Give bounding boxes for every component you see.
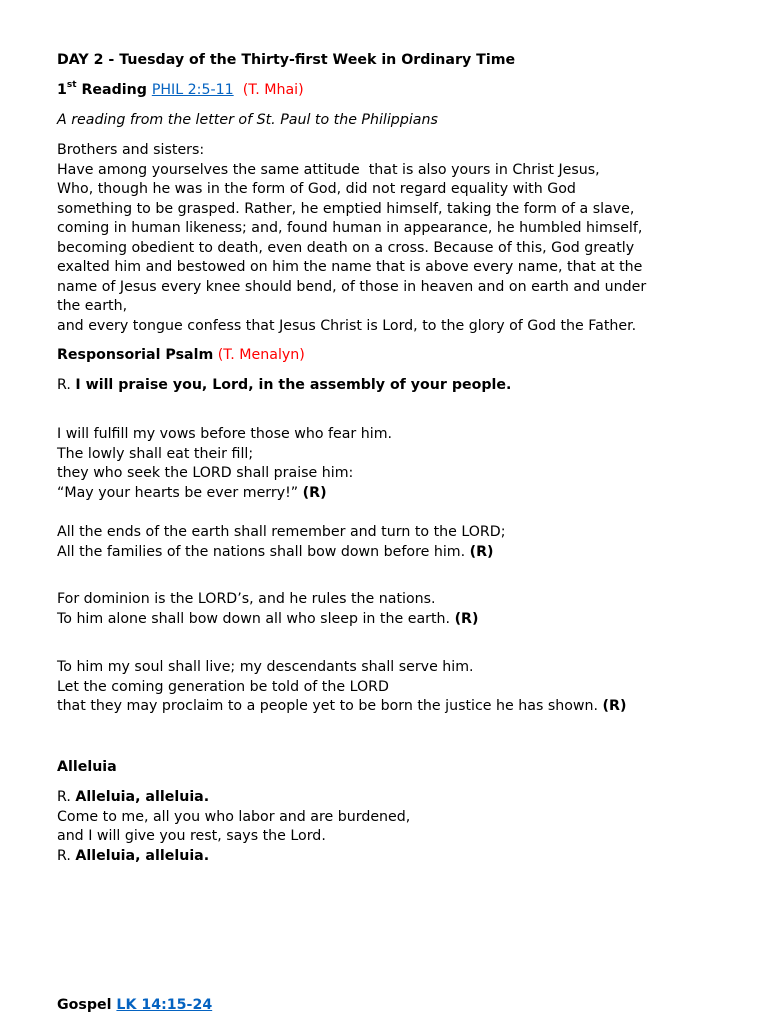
psalm-stanza-line: The lowly shall eat their fill; — [57, 445, 254, 462]
first-reading-line: Brothers and sisters: — [57, 142, 205, 158]
alleluia-response-prefix: R. — [57, 847, 76, 864]
day-heading: DAY 2 - Tuesday of the Thirty-first Week in Ordinary Time — [57, 52, 516, 68]
refrain-marker: (R) — [602, 698, 627, 714]
first-reading-line: Who, though he was in the form of God, did not regard equality with God — [57, 181, 576, 197]
psalm-reader: (T. Menalyn) — [217, 347, 305, 363]
psalm-stanza-line: All the ends of the earth shall remember and turn to the LORD; — [57, 524, 506, 540]
first-reading-intro: A reading from the letter of St. Paul to the Philippians — [57, 112, 438, 128]
first-reading-line: and every tongue confess that Jesus Christ is Lord, to the glory of God the Father. — [57, 317, 637, 334]
psalm-response — [57, 376, 511, 396]
psalm-stanza-line: To him my soul shall live; my descendants shall serve him. — [57, 659, 474, 675]
psalm-stanza-line — [57, 697, 626, 717]
alleluia-response — [57, 788, 209, 808]
alleluia-response-prefix: R. — [57, 789, 76, 805]
first-reading-line: name of Jesus every knee should bend, of those in heaven and on earth and under — [57, 278, 647, 295]
psalm-stanza-line: Let the coming generation be told of the LORD — [57, 678, 389, 695]
first-reading-ordinal: 1 — [57, 82, 67, 98]
psalm-stanza-line: they who seek the LORD shall praise him: — [57, 465, 354, 481]
refrain-marker: (R) — [302, 484, 327, 501]
psalm-stanza-line: For dominion is the LORD’s, and he rules the nations. — [57, 591, 436, 607]
psalm-response-prefix: R. — [57, 377, 76, 393]
refrain-marker: (R) — [454, 610, 479, 627]
psalm-label: Responsorial Psalm — [57, 347, 214, 363]
first-reading-label: Reading — [76, 82, 152, 98]
alleluia-response — [57, 847, 209, 867]
first-reading-reader: (T. Mhai) — [242, 82, 304, 98]
psalm-stanza-line — [57, 610, 478, 630]
psalm-stanza-text: To him alone shall bow down all who sleep in the earth. — [57, 610, 455, 627]
psalm-stanza-text: that they may proclaim to a people yet to be born the justice he has shown. — [57, 698, 603, 714]
psalm-stanza-text: All the families of the nations shall bow down before him. — [57, 543, 470, 560]
psalm-response-text: I will praise you, Lord, in the assembly of your people. — [75, 377, 512, 393]
first-reading-line: something to be grasped. Rather, he emptied himself, taking the form of a slave, — [57, 200, 635, 217]
first-reading-ordinal-suffix: st — [66, 80, 77, 91]
psalm-stanza-line — [57, 484, 327, 504]
first-reading-heading — [57, 81, 304, 101]
gospel-label: Gospel — [57, 997, 117, 1013]
alleluia-heading: Alleluia — [57, 759, 117, 775]
first-reading-citation-link[interactable]: PHIL 2:5-11 — [151, 82, 234, 98]
first-reading-line: Have among yourselves the same attitude that is also yours in Christ Jesus, — [57, 161, 600, 178]
alleluia-verse-line: Come to me, all you who labor and are burdened, — [57, 808, 411, 825]
psalm-stanza-text: “May your hearts be ever merry!” — [57, 484, 303, 501]
alleluia-response-text: Alleluia, alleluia. — [75, 789, 210, 805]
psalm-stanza-line: I will fulfill my vows before those who fear him. — [57, 426, 393, 442]
refrain-marker: (R) — [469, 543, 494, 560]
psalm-stanza-line — [57, 543, 494, 563]
alleluia-response-text: Alleluia, alleluia. — [75, 847, 210, 864]
alleluia-verse-line: and I will give you rest, says the Lord. — [57, 828, 326, 844]
first-reading-line: coming in human likeness; and, found human in appearance, he humbled himself, — [57, 220, 643, 236]
first-reading-line: the earth, — [57, 298, 128, 314]
first-reading-line: becoming obedient to death, even death on a cross. Because of this, God greatly — [57, 239, 635, 256]
psalm-heading — [57, 346, 305, 366]
gospel-heading — [57, 996, 212, 1016]
first-reading-line: exalted him and bestowed on him the name that is above every name, that at the — [57, 259, 643, 275]
gospel-citation-link[interactable]: LK 14:15-24 — [116, 997, 213, 1013]
